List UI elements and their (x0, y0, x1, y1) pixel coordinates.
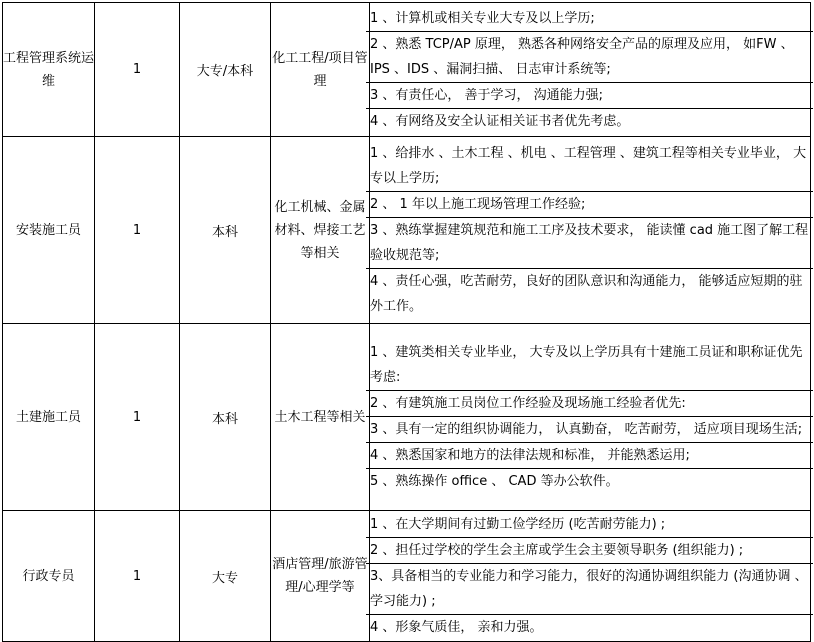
requirements-list (370, 512, 810, 640)
requirement-item: 4 、形象气质佳， 亲和力强。 (370, 620, 543, 635)
requirement-item: 3 、具有一定的组织协调能力， 认真勤奋， 吃苦耐劳， 适应项目现场生活; (366, 417, 813, 443)
position-cell: 行政专员 (3, 511, 95, 642)
table-row (3, 3, 811, 137)
requirement-item: 2 、 1 年以上施工现场管理工作经验; (366, 192, 813, 218)
requirements-list (370, 6, 810, 134)
table-row (3, 324, 811, 511)
requirement-item: 2 、有建筑施工员岗位工作经验及现场施工经验者优先: (366, 391, 813, 417)
requirement-item: 2 、担任过学校的学生会主席或学生会主要领导职务 (组织能力) ; (366, 538, 813, 564)
requirement-item: 4 、有网络及安全认证相关证书者优先考虑。 (370, 113, 630, 129)
position-cell: 土建施工员 (3, 324, 95, 511)
major-cell: 化工机械、金属材料、焊接工艺等相关 (271, 137, 370, 324)
position-cell: 工程管理系统运维 (3, 3, 95, 137)
requirement-item: 2 、熟悉 TCP/AP 原理， 熟悉各种网络安全产品的原理及应用， 如FW 、IPS 、IDS 、漏洞扫描、 日志审计系统等; (366, 32, 813, 83)
headcount-cell: 1 (95, 511, 180, 642)
requirement-item: 1 、在大学期间有过勤工俭学经历 (吃苦耐劳能力) ; (366, 512, 813, 538)
education-cell: 大专 (180, 511, 271, 642)
major-cell: 化工工程/项目管理 (271, 3, 370, 137)
table-row (3, 137, 811, 324)
requirement-item: 5 、熟练操作 office 、 CAD 等办公软件。 (370, 474, 619, 489)
major-cell: 酒店管理/旅游管理/心理学等 (271, 511, 370, 642)
headcount-cell: 1 (95, 324, 180, 511)
job-table-body (3, 3, 811, 642)
requirement-item: 3 、熟练掌握建筑规范和施工工序及技术要求， 能读懂 cad 施工图了解工程验收规范等; (366, 218, 813, 269)
requirements-list (370, 141, 810, 319)
requirement-item: 3、具备相当的专业能力和学习能力，很好的沟通协调组织能力 (沟通协调 、学习能力) ; (366, 564, 813, 615)
headcount-cell: 1 (95, 3, 180, 137)
major-cell: 土木工程等相关 (271, 324, 370, 511)
requirement-item: 4 、责任心强，吃苦耐劳，良好的团队意识和沟通能力， 能够适应短期的驻外工作。 (370, 274, 803, 314)
headcount-cell: 1 (95, 137, 180, 324)
table-row (3, 511, 811, 642)
requirement-item: 1 、建筑类相关专业毕业， 大专及以上学历具有十建施工员证和职称证优先考虑: (366, 340, 813, 391)
requirements-cell (370, 511, 811, 642)
requirements-cell (370, 324, 811, 511)
requirements-cell (370, 137, 811, 324)
education-cell: 大专/本科 (180, 3, 271, 137)
requirements-cell (370, 3, 811, 137)
requirement-item: 1 、给排水 、土木工程 、机电 、工程管理 、建筑工程等相关专业毕业， 大专以上学历; (366, 141, 813, 192)
requirement-item: 3 、有责任心， 善于学习， 沟通能力强; (366, 83, 813, 109)
position-cell: 安装施工员 (3, 137, 95, 324)
education-cell: 本科 (180, 324, 271, 511)
requirement-item: 1 、计算机或相关专业大专及以上学历; (366, 6, 813, 32)
education-cell: 本科 (180, 137, 271, 324)
requirement-item: 4 、熟悉国家和地方的法律法规和标准， 并能熟悉运用; (366, 443, 813, 469)
job-requirements-table (2, 2, 811, 642)
requirements-list (370, 340, 810, 494)
